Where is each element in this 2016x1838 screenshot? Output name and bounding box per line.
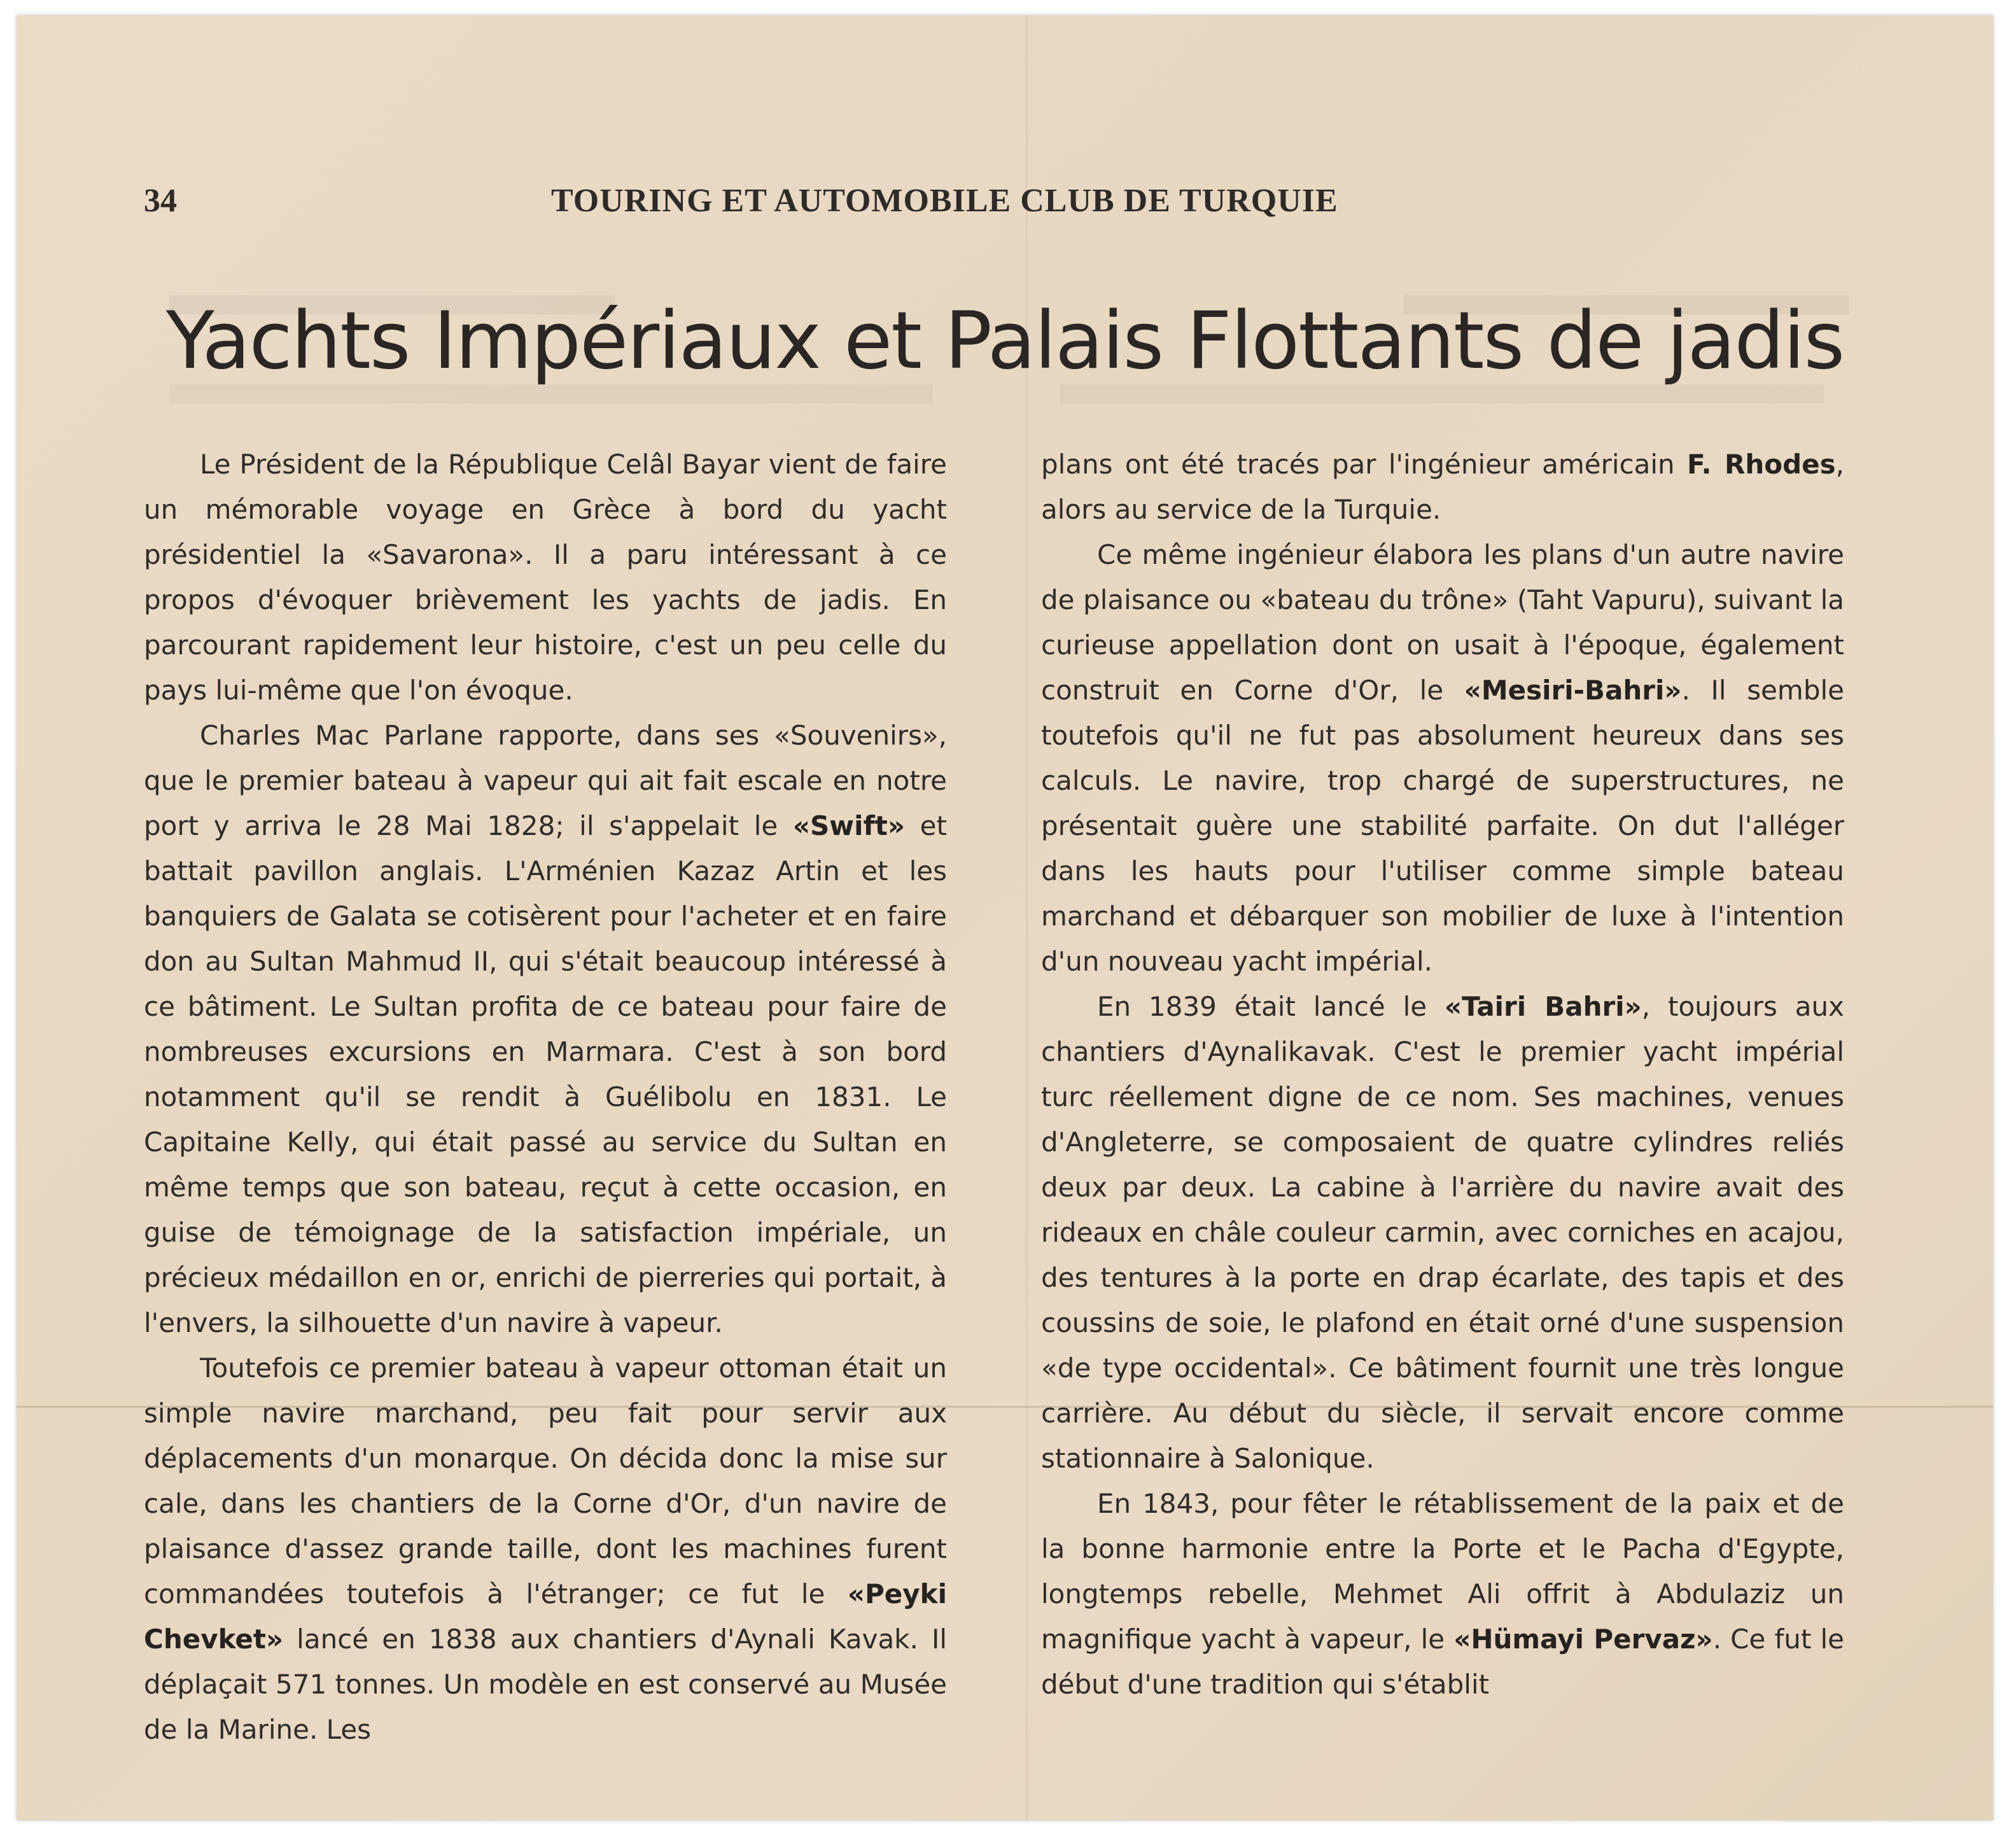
paragraph-text: . Il semble toutefois qu'il ne fut pas absolument heureux dans ses calculs. Le navire, trop chargé de superstructures, ne présentait guère une stabilité parfaite. On dut l'alléger dans les hauts pour l'utiliser comme simple bateau marchand et débarquer son mobilier de luxe à l'intention d'un nouveau yacht impérial.: [1041, 675, 1844, 977]
paragraph-text: Charles Mac Parlane rapporte, dans ses «Souvenirs», que le premier bateau à vapeur qui ait fait escale en notre port y arriva le 28 Mai 1828; il s'appelait le: [144, 720, 947, 841]
paragraph-text: En 1843, pour fêter le rétablissement de la paix et de la bonne harmonie entre la Porte et le Pacha d'Egypte, longtemps rebelle, Mehmet Ali offrit à Abdulaziz un magnifique yacht à vapeur, le: [1041, 1488, 1844, 1655]
paragraph-text: . Ce fut le début d'une tradition qui s'établit: [1041, 1624, 1845, 1700]
left-column: [144, 442, 947, 1752]
paragraph: [1041, 984, 1844, 1481]
paragraph: [144, 713, 947, 1345]
paper-sheet: [17, 15, 1993, 1820]
paragraph-text: plans ont été tracés par l'ingénieur américain: [1041, 449, 1687, 480]
paragraph-text: Ce même ingénieur élabora les plans d'un autre navire de plaisance ou «bateau du trône» (Taht Vapuru), suivant la curieuse appellation dont on usait à l'époque, également construit en Corne d'Or, le: [1041, 539, 1844, 706]
ship-name: «Swift»: [792, 810, 905, 841]
engineer-name: F. Rhodes: [1686, 449, 1836, 480]
article-title: Yachts Impériaux et Palais Flottants de jadis: [165, 295, 1844, 387]
paragraph-text: lancé en 1838 aux chantiers d'Aynali Kavak. Il déplaçait 571 tonnes. Un modèle en est conservé au Musée de la Marine. Les: [144, 1624, 947, 1745]
paragraph: [1041, 532, 1844, 984]
ship-name: «Hümayi Pervaz»: [1453, 1624, 1713, 1655]
ship-name: «Mesiri-Bahri»: [1464, 675, 1682, 706]
right-column: [1041, 442, 1844, 1707]
running-head: TOURING ET AUTOMOBILE CLUB DE TURQUIE: [551, 183, 1338, 219]
paragraph-text: Toutefois ce premier bateau à vapeur ottoman était un simple navire marchand, peu fait pour servir aux déplacements d'un monarque. On décida donc la mise sur cale, dans les chantiers de la Corne d'Or, d'un navire de plaisance d'assez grande taille, dont les machines furent commandées toutefois à l'étranger; ce fut le: [144, 1352, 947, 1610]
ship-name: «Tairi Bahri»: [1444, 991, 1642, 1022]
paragraph-text: , alors au service de la Turquie.: [1041, 449, 1844, 525]
paragraph-text: , toujours aux chantiers d'Aynalikavak. C'est le premier yacht impérial turc réellement digne de ce nom. Ses machines, venues d'Angleterre, se composaient de quatre cylindres reliés deux par deux. La cabine à l'arrière du navire avait des rideaux en châle couleur carmin, avec corniches en acajou, des tentures à la porte en drap écarlate, des tapis et des coussins de soie, le plafond en était orné d'une suspension «de type occidental». Ce bâtiment fournit une très longue carrière. Au début du siècle, il servait encore comme stationnaire à Salonique.: [1041, 991, 1844, 1474]
paragraph-text: et battait pavillon anglais. L'Arménien Kazaz Artin et les banquiers de Galata se cotisèrent pour l'acheter et en faire don au Sultan Mahmud II, qui s'était beaucoup intéressé à ce bâtiment. Le Sultan profita de ce bateau pour faire de nombreuses excursions en Marmara. C'est à son bord notamment qu'il se rendit à Guélibolu en 1831. Le Capitaine Kelly, qui était passé au service du Sultan en même temps que son bateau, reçut à cette occasion, en guise de témoignage de la satisfaction impériale, un précieux médaillon en or, enrichi de pierreries qui portait, à l'envers, la silhouette d'un navire à vapeur.: [144, 810, 947, 1338]
ship-name: «Peyki Chevket»: [144, 1578, 947, 1655]
bleed-through-texture: [169, 384, 933, 403]
paragraph-text: Le Président de la République Celâl Bayar vient de faire un mémorable voyage en Grèce à bord du yacht présidentiel la «Savarona». Il a paru intéressant à ce propos d'évoquer brièvement les yachts de jadis. En parcourant rapidement leur histoire, c'est un peu celle du pays lui-même que l'on évoque.: [144, 449, 947, 706]
paragraph: [1041, 1481, 1844, 1707]
paragraph: [144, 442, 947, 713]
paragraph: [1041, 442, 1844, 532]
page-header: [144, 182, 1945, 227]
bleed-through-texture: [1060, 384, 1824, 403]
page-number: 34: [144, 183, 177, 219]
paragraph-text: En 1839 était lancé le: [1097, 991, 1445, 1022]
paragraph: [144, 1345, 947, 1752]
paper-fold-vertical: [1026, 15, 1028, 1820]
